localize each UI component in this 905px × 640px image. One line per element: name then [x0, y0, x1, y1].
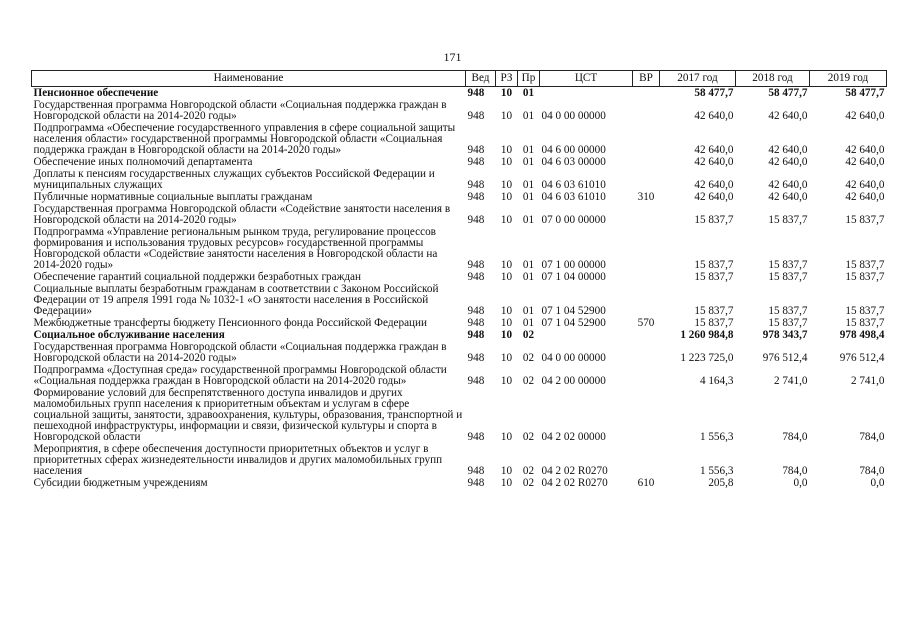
- row-2019: 15 837,7: [845, 271, 885, 283]
- row-2018: 42 640,0: [768, 156, 808, 168]
- row-2018: 42 640,0: [768, 191, 808, 203]
- table-row: [32, 87, 887, 100]
- row-ved: 948: [467, 465, 485, 477]
- row-rz: 10: [500, 329, 513, 341]
- row-name: Государственная программа Новгородской области «Социальная поддержка граждан в Новгородской области на 2014-2020 годы»: [33, 341, 447, 364]
- row-vr: [633, 168, 660, 191]
- header-name: Наименование: [32, 71, 466, 87]
- table-row: [32, 387, 887, 443]
- row-2019: 42 640,0: [845, 156, 885, 168]
- row-ved: 948: [467, 431, 485, 443]
- row-2017: 42 640,0: [694, 110, 734, 122]
- row-pr: 01: [522, 144, 535, 156]
- row-ved: 948: [467, 317, 485, 329]
- row-name: Формирование условий для беспрепятственного доступа инвалидов и других маломобильных групп населения к приоритетным объектам и услугам в сфере социальной защиты, занятости, здравоохранения, культуры, образования, транспортной и пешеходной инфраструктуры, информации и связи, физической культуры и спорта в Новгородской области: [33, 387, 463, 443]
- row-pr: 01: [522, 156, 535, 168]
- row-name: Межбюджетные трансферты бюджету Пенсионного фонда Российской Федерации: [33, 317, 428, 329]
- row-rz: 10: [500, 317, 513, 329]
- row-csr: [540, 87, 633, 100]
- page-number: 171: [443, 50, 462, 64]
- row-ved: 948: [467, 375, 485, 387]
- row-rz: 10: [500, 352, 513, 364]
- row-2019: 0,0: [870, 477, 885, 489]
- row-pr: 02: [522, 375, 535, 387]
- row-ved: 948: [467, 144, 485, 156]
- table-body: [32, 87, 887, 490]
- row-2018: 2 741,0: [773, 375, 808, 387]
- row-name: Обеспечение гарантий социальной поддержки безработных граждан: [33, 271, 361, 283]
- table-row: [32, 443, 887, 477]
- row-2017: 58 477,7: [694, 87, 734, 99]
- row-2017: 42 640,0: [694, 191, 734, 203]
- row-2018: 42 640,0: [768, 110, 808, 122]
- row-2017: 15 837,7: [694, 305, 734, 317]
- row-2019: 15 837,7: [845, 317, 885, 329]
- row-vr: [633, 387, 660, 443]
- row-rz: 10: [500, 179, 513, 191]
- row-csr: 07 1 04 52900: [541, 305, 606, 317]
- row-name: Мероприятия, в сфере обеспечения доступности приоритетных объектов и услуг в приоритетных сферах жизнедеятельности инвалидов и других маломобильных групп населения: [33, 443, 443, 477]
- row-2018: 784,0: [782, 431, 808, 443]
- row-csr: 04 0 00 00000: [541, 352, 606, 364]
- row-ved: 948: [467, 191, 485, 203]
- row-pr: 01: [522, 110, 535, 122]
- table-row: [32, 191, 887, 203]
- row-2018: 42 640,0: [768, 179, 808, 191]
- row-2018: 58 477,7: [768, 87, 808, 99]
- row-2019: 976 512,4: [839, 352, 885, 364]
- table-row: [32, 226, 887, 271]
- row-pr: 02: [522, 329, 535, 341]
- row-vr: [633, 156, 660, 168]
- row-2019: 15 837,7: [845, 305, 885, 317]
- row-2019: 15 837,7: [845, 259, 885, 271]
- header-pr: Пр: [518, 71, 540, 87]
- row-pr: 01: [522, 271, 535, 283]
- row-vr: [633, 87, 660, 100]
- row-vr: [633, 99, 660, 122]
- row-name: Социальное обслуживание населения: [33, 329, 225, 341]
- table-row: [32, 122, 887, 156]
- row-2018: 976 512,4: [762, 352, 808, 364]
- row-rz: 10: [500, 259, 513, 271]
- row-ved: 948: [467, 329, 485, 341]
- row-2018: 15 837,7: [768, 317, 808, 329]
- header-2019: 2019 год: [810, 71, 887, 87]
- row-pr: 02: [522, 465, 535, 477]
- row-2018: 42 640,0: [768, 144, 808, 156]
- row-rz: 10: [500, 431, 513, 443]
- row-rz: 10: [500, 144, 513, 156]
- row-vr: 610: [637, 477, 655, 489]
- row-rz: 10: [500, 477, 513, 489]
- row-vr: [633, 271, 660, 283]
- row-vr: 310: [637, 191, 655, 203]
- row-pr: 02: [522, 477, 535, 489]
- row-name: Пенсионное обеспечение: [33, 87, 159, 99]
- row-rz: 10: [500, 191, 513, 203]
- row-csr: 04 6 03 00000: [541, 156, 606, 168]
- row-name: Обеспечение иных полномочий департамента: [33, 156, 253, 168]
- row-csr: 04 2 02 R0270: [541, 477, 608, 489]
- row-csr: 04 2 02 R0270: [541, 465, 608, 477]
- row-2019: 42 640,0: [845, 179, 885, 191]
- row-csr: 04 0 00 00000: [541, 110, 606, 122]
- row-2017: 42 640,0: [694, 144, 734, 156]
- row-2019: 2 741,0: [850, 375, 885, 387]
- row-name: Подпрограмма «Доступная среда» государственной программы Новгородской области «Социальная поддержка граждан в Новгородской области на 2014-2020 годы»: [33, 364, 447, 387]
- row-rz: 10: [500, 110, 513, 122]
- row-2018: 15 837,7: [768, 305, 808, 317]
- row-name: Субсидии бюджетным учреждениям: [33, 477, 208, 489]
- row-csr: 04 2 02 00000: [541, 431, 606, 443]
- header-2017: 2017 год: [660, 71, 736, 87]
- table-row: [32, 203, 887, 226]
- row-2018: 0,0: [793, 477, 808, 489]
- row-ved: 948: [467, 352, 485, 364]
- header-csr: ЦСТ: [540, 71, 633, 87]
- row-pr: 01: [522, 259, 535, 271]
- row-csr: 07 1 00 00000: [541, 259, 606, 271]
- row-csr: [540, 329, 633, 341]
- row-pr: 01: [522, 87, 535, 99]
- budget-table: [31, 70, 887, 489]
- row-vr: [633, 341, 660, 364]
- table-row: [32, 477, 887, 489]
- table-row: [32, 271, 887, 283]
- row-2017: 42 640,0: [694, 179, 734, 191]
- row-vr: [633, 329, 660, 341]
- row-rz: 10: [500, 156, 513, 168]
- row-pr: 01: [522, 305, 535, 317]
- row-vr: [633, 203, 660, 226]
- row-2017: 4 164,3: [699, 375, 734, 387]
- row-2017: 42 640,0: [694, 156, 734, 168]
- row-rz: 10: [500, 271, 513, 283]
- header-rz: РЗ: [496, 71, 518, 87]
- row-name: Доплаты к пенсиям государственных служащих субъектов Российской Федерации и муниципальных служащих: [33, 168, 435, 191]
- table-row: [32, 156, 887, 168]
- row-ved: 948: [467, 214, 485, 226]
- row-rz: 10: [500, 214, 513, 226]
- header-2018: 2018 год: [736, 71, 810, 87]
- row-ved: 948: [467, 110, 485, 122]
- row-2019: 58 477,7: [845, 87, 885, 99]
- row-csr: 07 0 00 00000: [541, 214, 606, 226]
- row-2017: 205,8: [708, 477, 734, 489]
- row-vr: [633, 283, 660, 317]
- row-pr: 01: [522, 179, 535, 191]
- table-row: [32, 341, 887, 364]
- table-header-row: [32, 71, 887, 87]
- row-csr: 04 6 03 61010: [541, 179, 606, 191]
- row-name: Государственная программа Новгородской области «Социальная поддержка граждан в Новгородской области на 2014-2020 годы»: [33, 99, 447, 122]
- row-2019: 42 640,0: [845, 110, 885, 122]
- row-ved: 948: [467, 179, 485, 191]
- row-ved: 948: [467, 87, 485, 99]
- row-rz: 10: [500, 87, 513, 99]
- row-vr: [633, 122, 660, 156]
- row-rz: 10: [500, 465, 513, 477]
- row-2017: 1 260 984,8: [680, 329, 734, 341]
- table-row: [32, 283, 887, 317]
- row-csr: 07 1 04 52900: [541, 317, 606, 329]
- row-name: Государственная программа Новгородской области «Содействие занятости населения в Новгородской области на 2014-2020 годы»: [33, 203, 451, 226]
- row-2017: 1 556,3: [699, 465, 734, 477]
- row-name: Публичные нормативные социальные выплаты гражданам: [33, 191, 313, 203]
- row-2018: 15 837,7: [768, 271, 808, 283]
- table-row: [32, 317, 887, 329]
- row-vr: 570: [637, 317, 655, 329]
- row-2017: 15 837,7: [694, 259, 734, 271]
- row-2019: 42 640,0: [845, 144, 885, 156]
- table-row: [32, 364, 887, 387]
- row-2017: 15 837,7: [694, 317, 734, 329]
- row-2018: 784,0: [782, 465, 808, 477]
- table-row: [32, 168, 887, 191]
- row-pr: 01: [522, 191, 535, 203]
- row-csr: 04 6 03 61010: [541, 191, 606, 203]
- row-csr: 04 2 00 00000: [541, 375, 606, 387]
- header-ved: Вед: [466, 71, 496, 87]
- table-row: [32, 329, 887, 341]
- row-vr: [633, 226, 660, 271]
- row-2019: 15 837,7: [845, 214, 885, 226]
- row-2019: 784,0: [859, 431, 885, 443]
- row-2019: 784,0: [859, 465, 885, 477]
- row-2017: 1 556,3: [699, 431, 734, 443]
- table-row: [32, 99, 887, 122]
- row-pr: 01: [522, 214, 535, 226]
- row-2018: 15 837,7: [768, 259, 808, 271]
- row-2018: 978 343,7: [762, 329, 808, 341]
- row-2017: 15 837,7: [694, 214, 734, 226]
- row-vr: [633, 443, 660, 477]
- row-name: Подпрограмма «Управление региональным рынком труда, регулирование процессов формирования и использования трудовых ресурсов» государственной программы Новгородской области «Содействие занятости населения в Новгородской области на 2014-2020 годы»: [33, 226, 438, 271]
- row-pr: 01: [522, 317, 535, 329]
- row-name: Социальные выплаты безработным гражданам в соответствии с Законом Российской Федерации от 19 апреля 1991 года № 1032-1 «О занятости населения в Российской Федерации»: [33, 283, 439, 317]
- row-ved: 948: [467, 259, 485, 271]
- row-2018: 15 837,7: [768, 214, 808, 226]
- header-vr: ВР: [633, 71, 660, 87]
- row-ved: 948: [467, 156, 485, 168]
- row-csr: 07 1 04 00000: [541, 271, 606, 283]
- row-vr: [633, 364, 660, 387]
- row-ved: 948: [467, 305, 485, 317]
- row-2017: 15 837,7: [694, 271, 734, 283]
- row-pr: 02: [522, 431, 535, 443]
- row-2019: 978 498,4: [839, 329, 885, 341]
- row-pr: 02: [522, 352, 535, 364]
- row-2019: 42 640,0: [845, 191, 885, 203]
- row-2017: 1 223 725,0: [680, 352, 734, 364]
- row-ved: 948: [467, 477, 485, 489]
- row-name: Подпрограмма «Обеспечение государственного управления в сфере социальной защиты населения области» государственной программы Новгородской области «Социальная поддержка граждан в Новгородской области на 2014-2020 годы»: [33, 122, 456, 156]
- row-ved: 948: [467, 271, 485, 283]
- row-csr: 04 6 00 00000: [541, 144, 606, 156]
- row-rz: 10: [500, 375, 513, 387]
- row-rz: 10: [500, 305, 513, 317]
